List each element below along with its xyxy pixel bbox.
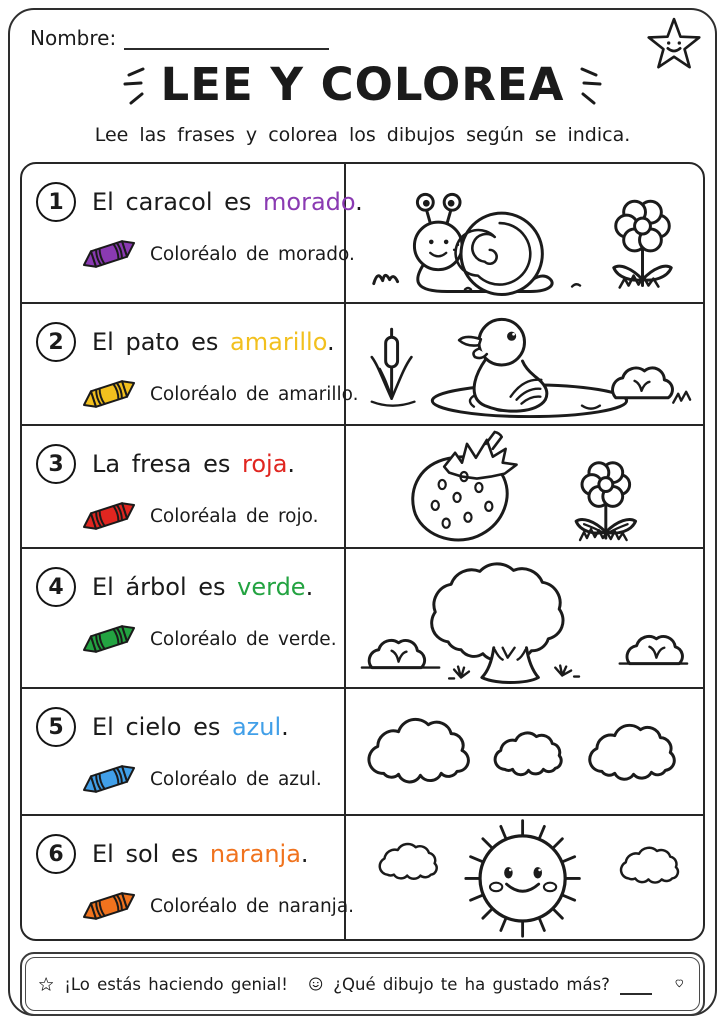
name-label: Nombre: <box>30 26 117 50</box>
color-word: amarillo <box>230 328 327 356</box>
question-text: ¿Qué dibujo te ha gustado más? <box>333 974 610 994</box>
row2-text-cell <box>22 304 359 424</box>
tree-and-bushes-drawing <box>346 549 703 687</box>
star-icon <box>38 964 54 1004</box>
table-row <box>22 549 703 689</box>
row3-text-cell <box>22 426 346 547</box>
title-row <box>0 58 725 111</box>
row4-text-cell <box>22 549 346 687</box>
row-number-badge: 1 <box>36 182 76 222</box>
row-number-badge: 6 <box>36 834 76 874</box>
crayon-yellow-icon <box>80 372 138 416</box>
row-sentence: El caracol es morado. <box>92 188 363 216</box>
crayon-blue-icon <box>80 757 138 801</box>
three-clouds-drawing <box>346 689 703 814</box>
crayon-purple-icon <box>80 232 138 276</box>
row-sentence: El sol es naranja. <box>92 840 309 868</box>
answer-input-line[interactable] <box>620 973 652 995</box>
page-title: LEE Y COLOREA <box>160 58 565 111</box>
row-number-badge: 5 <box>36 707 76 747</box>
strawberry-and-flower-drawing <box>346 426 703 547</box>
subtitle: Lee las frases y colorea los dibujos según se indica. <box>94 124 631 146</box>
crayon-green-icon <box>80 617 138 661</box>
row-instruction: Coloréalo de amarillo. <box>150 383 359 405</box>
title-sparkle-left-icon <box>111 63 147 107</box>
praise-text: ¡Lo estás haciendo genial! <box>64 974 288 994</box>
row1-text-cell <box>22 164 363 302</box>
table-row <box>22 426 703 549</box>
table-row <box>22 164 703 304</box>
smiley-icon <box>308 965 323 1003</box>
row-number-badge: 2 <box>36 322 76 362</box>
row-sentence: La fresa es roja. <box>92 450 296 478</box>
color-word: azul <box>231 713 282 741</box>
snail-and-flower-drawing <box>346 164 703 302</box>
row-sentence: El pato es amarillo. <box>92 328 335 356</box>
exercise-table <box>20 162 705 941</box>
sun-and-clouds-drawing <box>346 816 703 939</box>
color-word: morado <box>263 188 356 216</box>
row6-text-cell <box>22 816 355 939</box>
row-sentence: El árbol es verde. <box>92 573 314 601</box>
row-instruction: Coloréalo de naranja. <box>150 895 355 917</box>
name-input-line[interactable] <box>124 24 329 50</box>
footer-bar <box>20 952 705 1016</box>
color-word: naranja <box>209 840 301 868</box>
color-word: roja <box>242 450 288 478</box>
row-instruction: Coloréalo de azul. <box>150 768 322 790</box>
table-row <box>22 689 703 816</box>
table-row <box>22 304 703 426</box>
row-number-badge: 3 <box>36 444 76 484</box>
table-row <box>22 816 703 939</box>
title-sparkle-right-icon <box>578 63 614 107</box>
color-word: verde <box>237 573 306 601</box>
name-field-row <box>30 24 329 50</box>
row-number-badge: 4 <box>36 567 76 607</box>
heart-icon <box>672 967 687 1001</box>
crayon-red-icon <box>80 494 138 538</box>
row-instruction: Coloréalo de verde. <box>150 628 337 650</box>
row5-text-cell <box>22 689 346 814</box>
row-instruction: Coloréalo de morado. <box>150 243 355 265</box>
row-sentence: El cielo es azul. <box>92 713 289 741</box>
crayon-orange-icon <box>80 884 138 928</box>
row-instruction: Coloréala de rojo. <box>150 505 319 527</box>
duck-in-pond-drawing <box>346 304 703 424</box>
